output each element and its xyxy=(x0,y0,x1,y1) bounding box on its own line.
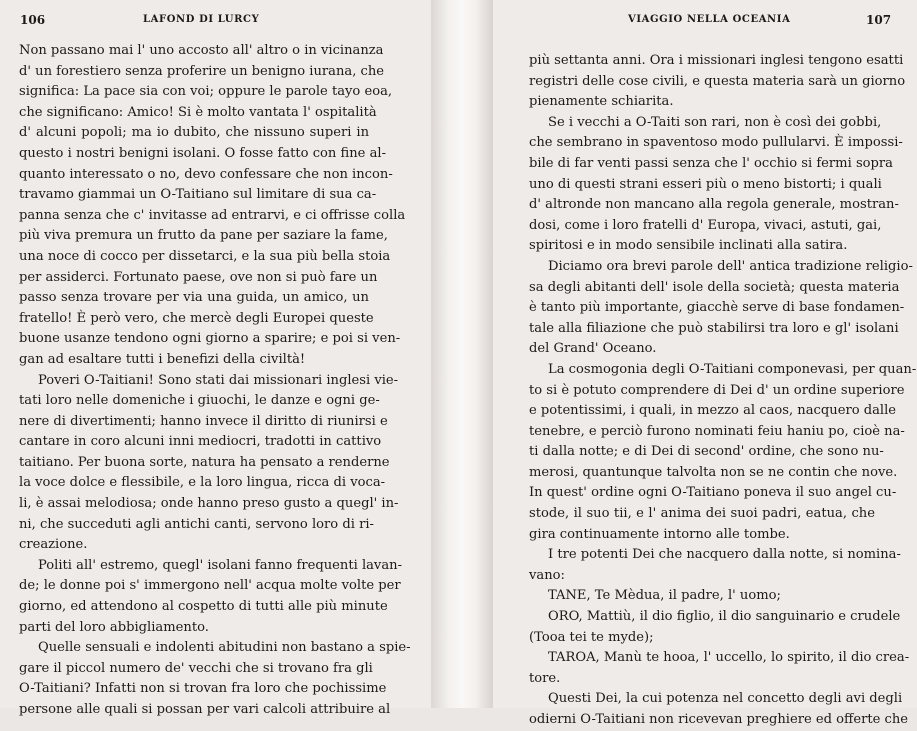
text-line: O-Taitiani? Infatti non si trovan fra loro che pochissime xyxy=(19,681,387,697)
text-line: La cosmogonia degli O-Taitiani componevasi, per quan- xyxy=(548,361,917,377)
page-number: 107 xyxy=(866,13,892,27)
text-line: I tre potenti Dei che nacquero dalla notte, si nomina- xyxy=(548,547,901,563)
text-line: TAROA, Manù te hooa, l' uccello, lo spirito, il dio crea- xyxy=(548,650,910,666)
text-line: odierni O-Taitiani non ricevevan preghiere ed offerte che xyxy=(529,712,909,727)
text-line: passo senza trovare per via una guida, un amico, un xyxy=(19,290,369,306)
text-line: cantare in coro alcuni inni mediocri, tradotti in cattivo xyxy=(19,434,382,450)
text-line: d' altronde non mancano alla regola generale, mostran- xyxy=(529,197,899,213)
text-line: Politi all' estremo, quegl' isolani fanno frequenti lavan- xyxy=(38,557,402,573)
running-head: VIAGGIO NELLA OCEANIA xyxy=(628,14,791,25)
right-page xyxy=(493,0,917,727)
text-line: che sembrano in spaventoso modo pullularvi. È impossi- xyxy=(529,135,903,151)
text-line: parti del loro abbigliamento. xyxy=(19,619,209,635)
text-line: tore. xyxy=(529,670,561,686)
text-line: per assiderci. Fortunato paese, ove non si può fare un xyxy=(19,269,378,285)
text-line: d' un forestiero senza proferire un benigno iurana, che xyxy=(19,63,385,79)
text-line: Quelle sensuali e indolenti abitudini non bastano a spie- xyxy=(38,640,411,656)
text-line: Non passano mai l' uno accosto all' altro o in vicinanza xyxy=(19,43,384,58)
text-line: e potentissimi, i quali, in mezzo al caos, nacquero dalle xyxy=(529,403,897,419)
text-line: la voce dolce e flessibile, e la loro lingua, ricca di voca- xyxy=(19,475,386,491)
text-line: tenebre, e perciò furono nominati feiu haniu po, cioè na- xyxy=(529,423,905,439)
page-number: 106 xyxy=(20,13,46,27)
text-line: gare il piccol numero de' vecchi che si trovano fra gli xyxy=(19,660,373,676)
text-line: uno di questi strani esseri più o meno bistorti; i quali xyxy=(529,176,882,192)
text-line: del Grand' Oceano. xyxy=(529,341,657,357)
text-line: Poveri O-Taitiani! Sono stati dai missionari inglesi vie- xyxy=(38,372,399,388)
book-gutter xyxy=(431,0,493,708)
text-line: merosi, quantunque talvolta non se ne contin che nove. xyxy=(529,464,898,480)
text-line: vano: xyxy=(529,567,565,583)
text-line: questo i nostri benigni isolani. O fosse fatto con fine al- xyxy=(19,145,386,161)
text-line: Diciamo ora brevi parole dell' antica tradizione religio- xyxy=(548,258,913,274)
text-line: stode, il suo tii, e l' anima dei suoi padri, eatua, che xyxy=(529,506,875,522)
text-line: (Tooa tei te myde); xyxy=(529,629,654,645)
text-line: quanto interessato o no, devo confessare che non incon- xyxy=(19,166,393,182)
text-line: nere di divertimenti; hanno invece il diritto di riunirsi e xyxy=(19,413,388,429)
text-line: giorno, ed attendono al cospetto di tutti alle più minute xyxy=(19,599,388,615)
text-line: travamo giammai un O-Taitiano sul limitare di sua ca- xyxy=(19,187,377,203)
text-line: una noce di cocco per dissetarci, e la sua più bella stoia xyxy=(19,248,391,264)
text-line: Se i vecchi a O-Taiti son rari, non è così dei gobbi, xyxy=(548,114,882,130)
body-text xyxy=(529,51,917,731)
text-line: In quest' ordine ogni O-Taitiano poneva il suo angel cu- xyxy=(529,485,897,501)
text-line: spiritosi e in modo sensibile inclinati alla satira. xyxy=(529,238,848,254)
text-line: significa: La pace sia con voi; oppure le parole tayo eoa, xyxy=(19,84,393,100)
text-line: dosi, come i loro fratelli d' Europa, vivaci, astuti, gai, xyxy=(529,217,882,233)
text-line: gan ad esaltare tutti i benefizi della civiltà! xyxy=(19,351,306,367)
text-line: taitiano. Per buona sorte, natura ha pensato a renderne xyxy=(19,454,390,470)
text-line: più viva premura un frutto da pane per saziare la fame, xyxy=(19,228,388,244)
text-line: panna senza che c' invitasse ad entrarvi, e ci offrisse colla xyxy=(19,207,406,223)
text-line: pienamente schiarita. xyxy=(529,94,674,110)
text-line: registri delle cose civili, e questa materia sarà un giorno xyxy=(529,73,906,89)
text-line: ni, che succeduti agli antichi canti, servono loro di ri- xyxy=(19,516,374,532)
running-head: LAFOND DI LURCY xyxy=(143,14,260,25)
text-line: Questi Dei, la cui potenza nel concetto degli avi degli xyxy=(548,691,903,707)
text-line: gira continuamente intorno alle tombe. xyxy=(529,526,790,542)
text-line: persone alle quali si possan per vari calcoli attribuire al xyxy=(19,702,391,717)
text-line: to si è potuto comprendere di Dei d' un ordine superiore xyxy=(529,382,905,398)
text-line: bile di far venti passi senza che l' occhio si fermi sopra xyxy=(529,155,893,171)
text-line: che significano: Amico! Si è molto vantata l' ospitalità xyxy=(19,104,377,120)
text-line: più settanta anni. Ora i missionari inglesi tengono esatti xyxy=(529,53,904,68)
text-line: sa degli abitanti dell' isole della società; questa materia xyxy=(529,279,900,295)
text-line: li, è assai melodiosa; onde hanno preso gusto a quegl' in- xyxy=(19,496,399,512)
text-line: d' alcuni popoli; ma io dubito, che nissuno superi in xyxy=(19,125,369,141)
text-line: fratello! È però vero, che mercè degli Europei queste xyxy=(19,310,374,326)
text-line: TANE, Te Mèdua, il padre, l' uomo; xyxy=(548,588,781,604)
text-line: ti dalla notte; e di Dei di second' ordine, che sono nu- xyxy=(529,444,884,460)
text-line: tale alla filiazione che può stabilirsi tra loro e gl' isolani xyxy=(529,320,899,336)
text-line: creazione. xyxy=(19,537,88,553)
body-text xyxy=(19,41,411,721)
text-line: è tanto più importante, giacchè serve di base fondamen- xyxy=(529,300,905,316)
left-page xyxy=(0,0,431,717)
text-line: de; le donne poi s' immergono nell' acqua molte volte per xyxy=(19,578,401,594)
text-line: buone usanze tendono ogni giorno a sparire; e poi si ven- xyxy=(19,331,401,347)
text-line: tati loro nelle domeniche i giuochi, le danze e ogni ge- xyxy=(19,393,380,409)
text-line: ORO, Mattiù, il dio figlio, il dio sanguinario e crudele xyxy=(548,609,901,625)
